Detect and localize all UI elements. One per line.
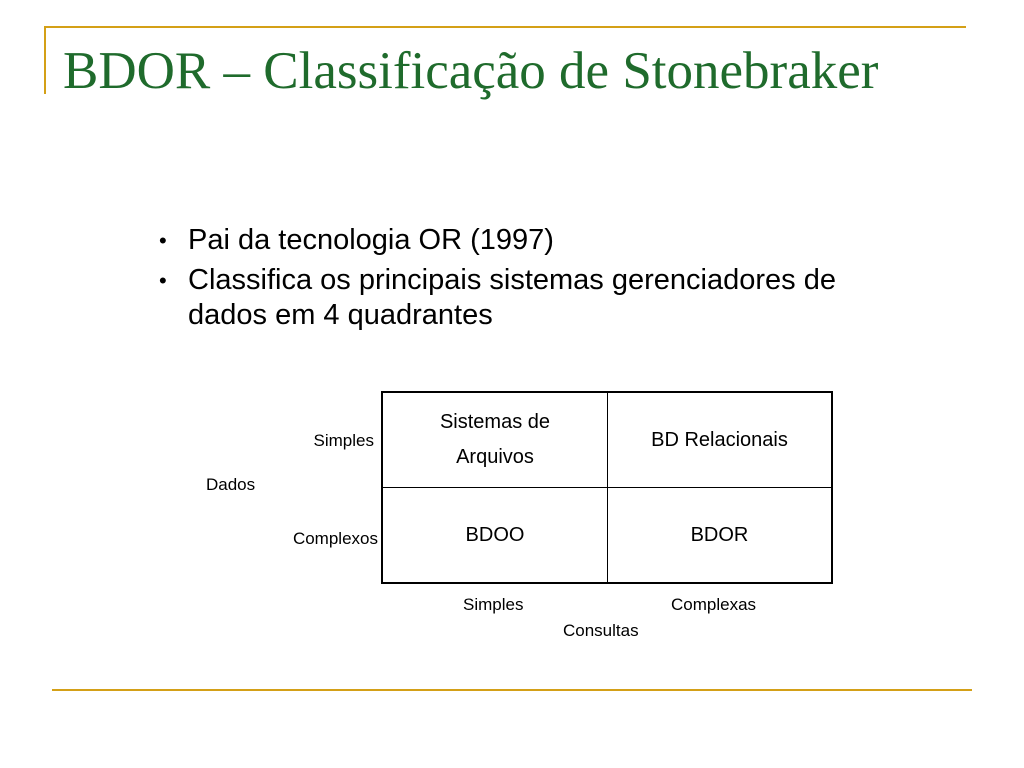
column-label-complexas: Complexas	[671, 595, 757, 614]
column-label-simples: Simples	[463, 595, 524, 614]
quadrant-cell-label: BDOO	[465, 523, 525, 546]
bullet-dot-icon: •	[159, 268, 167, 293]
footer-divider	[52, 689, 972, 691]
quadrant-cell-label: BD Relacionais	[651, 428, 788, 451]
bullet-item	[157, 223, 877, 258]
bullet-text: Pai da tecnologia OR (1997)	[188, 224, 554, 256]
row-label-simples: Simples	[313, 431, 374, 450]
row-axis-label: Dados	[206, 475, 256, 494]
bullet-text: Classifica os principais sistemas gerenciadores de dados em 4 quadrantes	[188, 264, 836, 331]
bullet-item	[157, 263, 877, 333]
bullet-list	[157, 223, 877, 338]
quadrant-cell	[383, 393, 608, 488]
quadrant-cell	[608, 393, 831, 488]
column-axis-label: Consultas	[563, 621, 639, 640]
slide-title: BDOR – Classificação de Stonebraker	[63, 42, 879, 100]
bullet-dot-icon: •	[159, 228, 167, 253]
quadrant-cell	[383, 488, 608, 582]
row-label-complexos: Complexos	[292, 529, 378, 548]
quadrant-cell-label: Sistemas de Arquivos	[439, 411, 551, 468]
quadrant-matrix	[381, 391, 833, 584]
quadrant-cell-label: BDOR	[690, 523, 749, 546]
quadrant-cell	[608, 488, 831, 582]
